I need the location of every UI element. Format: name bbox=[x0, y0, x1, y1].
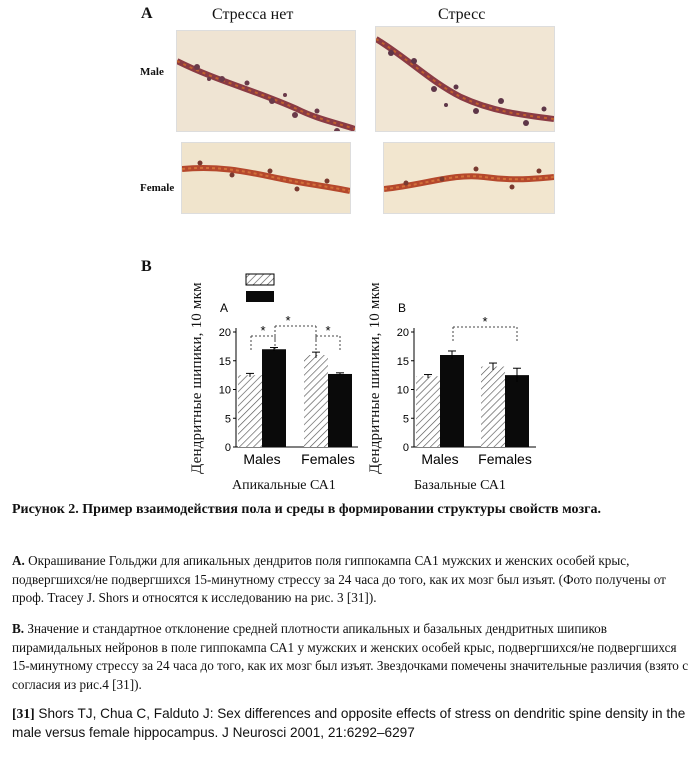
x-tick-label-females: Females bbox=[478, 451, 532, 467]
chart-basal-caption: Базальные СА1 bbox=[414, 478, 506, 493]
bar-females-solid bbox=[505, 375, 529, 447]
reference-31 bbox=[12, 704, 696, 742]
figure-caption-b bbox=[12, 620, 694, 694]
caption-b-text: Значение и стандартное отклонение средней плотности апикальных и базальных дендритных шипиков пирамидальных нейронов в поле гиппокампа СА1 у мужских и женских особей крыс, подвергшихся/не подвергшихся 15-минутному стрессу за 24 часа до того, как их мозг был изъят. Звездочками помечены значительные различия (взято с согласия из рис.4 [31]). bbox=[12, 621, 689, 692]
y-tick-label: 0 bbox=[402, 442, 409, 454]
y-tick-label: 10 bbox=[396, 384, 409, 397]
bar-males-solid bbox=[262, 349, 286, 447]
y-tick-label: 15 bbox=[218, 355, 231, 368]
y-tick-label: 10 bbox=[218, 384, 231, 397]
y-tick-label: 0 bbox=[224, 442, 231, 454]
reference-label: [31] bbox=[12, 706, 35, 721]
bar-females-hatched bbox=[481, 367, 505, 448]
y-tick-label: 20 bbox=[218, 327, 231, 339]
chart-panel-label: B bbox=[398, 301, 407, 315]
column-header-no-stress: Стресса нет bbox=[212, 6, 294, 23]
row-label-male: Male bbox=[140, 66, 164, 78]
y-tick-label: 5 bbox=[224, 413, 231, 426]
column-header-stress: Стресс bbox=[438, 6, 486, 23]
bar-females-hatched bbox=[304, 355, 328, 447]
row-label-female: Female bbox=[140, 182, 175, 194]
significance-star: * bbox=[285, 313, 291, 328]
caption-b-label: B. bbox=[12, 621, 25, 636]
chart-panel-label: A bbox=[220, 301, 229, 315]
bar-females-solid bbox=[328, 374, 352, 447]
reference-text: Shors TJ, Chua C, Falduto J: Sex differences and opposite effects of stress on dendritic spine density in the male versus female hippocampus. J Neurosci 2001, 21:6292–6297 bbox=[12, 706, 686, 740]
y-tick-label: 20 bbox=[396, 327, 409, 339]
chart-apical-caption: Апикальные СА1 bbox=[232, 478, 336, 493]
bar-males-solid bbox=[440, 355, 464, 447]
significance-star: * bbox=[325, 323, 331, 338]
caption-a-label: A. bbox=[12, 553, 25, 568]
significance-star: * bbox=[482, 314, 488, 329]
y-tick-label: 5 bbox=[402, 413, 409, 426]
x-tick-label-males: Males bbox=[243, 451, 281, 467]
x-tick-label-males: Males bbox=[421, 451, 459, 467]
panel-a-letter: A bbox=[141, 5, 153, 22]
caption-a-text: Окрашивание Гольджи для апикальных дендритов поля гиппокампа СА1 мужских и женских особей крыс, подвергшихся/не подвергшихся 15-минутному стрессу за 24 часа до того, как их мозг был изъят. (Фото получены от проф. Tracey J. Shors и относятся к исследованию на рис. 3 [31]). bbox=[12, 553, 666, 605]
bar-males-hatched bbox=[416, 376, 440, 447]
bar-males-hatched bbox=[238, 375, 262, 447]
y-tick-label: 15 bbox=[396, 355, 409, 368]
significance-star: * bbox=[260, 323, 266, 338]
legend-hatched-swatch bbox=[246, 274, 274, 285]
chart-apical bbox=[219, 301, 358, 467]
figure-title: Рисунок 2. Пример взаимодействия пола и среды в формировании структуры свойств мозга. bbox=[12, 502, 601, 517]
x-tick-label-females: Females bbox=[301, 451, 355, 467]
chart-basal-ylabel: Дендритные шипики, 10 мкм bbox=[367, 282, 383, 474]
chart-basal bbox=[397, 301, 536, 467]
legend-solid-swatch bbox=[246, 291, 274, 302]
chart-apical-ylabel: Дендритные шипики, 10 мкм bbox=[189, 282, 205, 474]
panel-b-letter: B bbox=[141, 258, 152, 275]
figure-caption-a bbox=[12, 552, 694, 608]
